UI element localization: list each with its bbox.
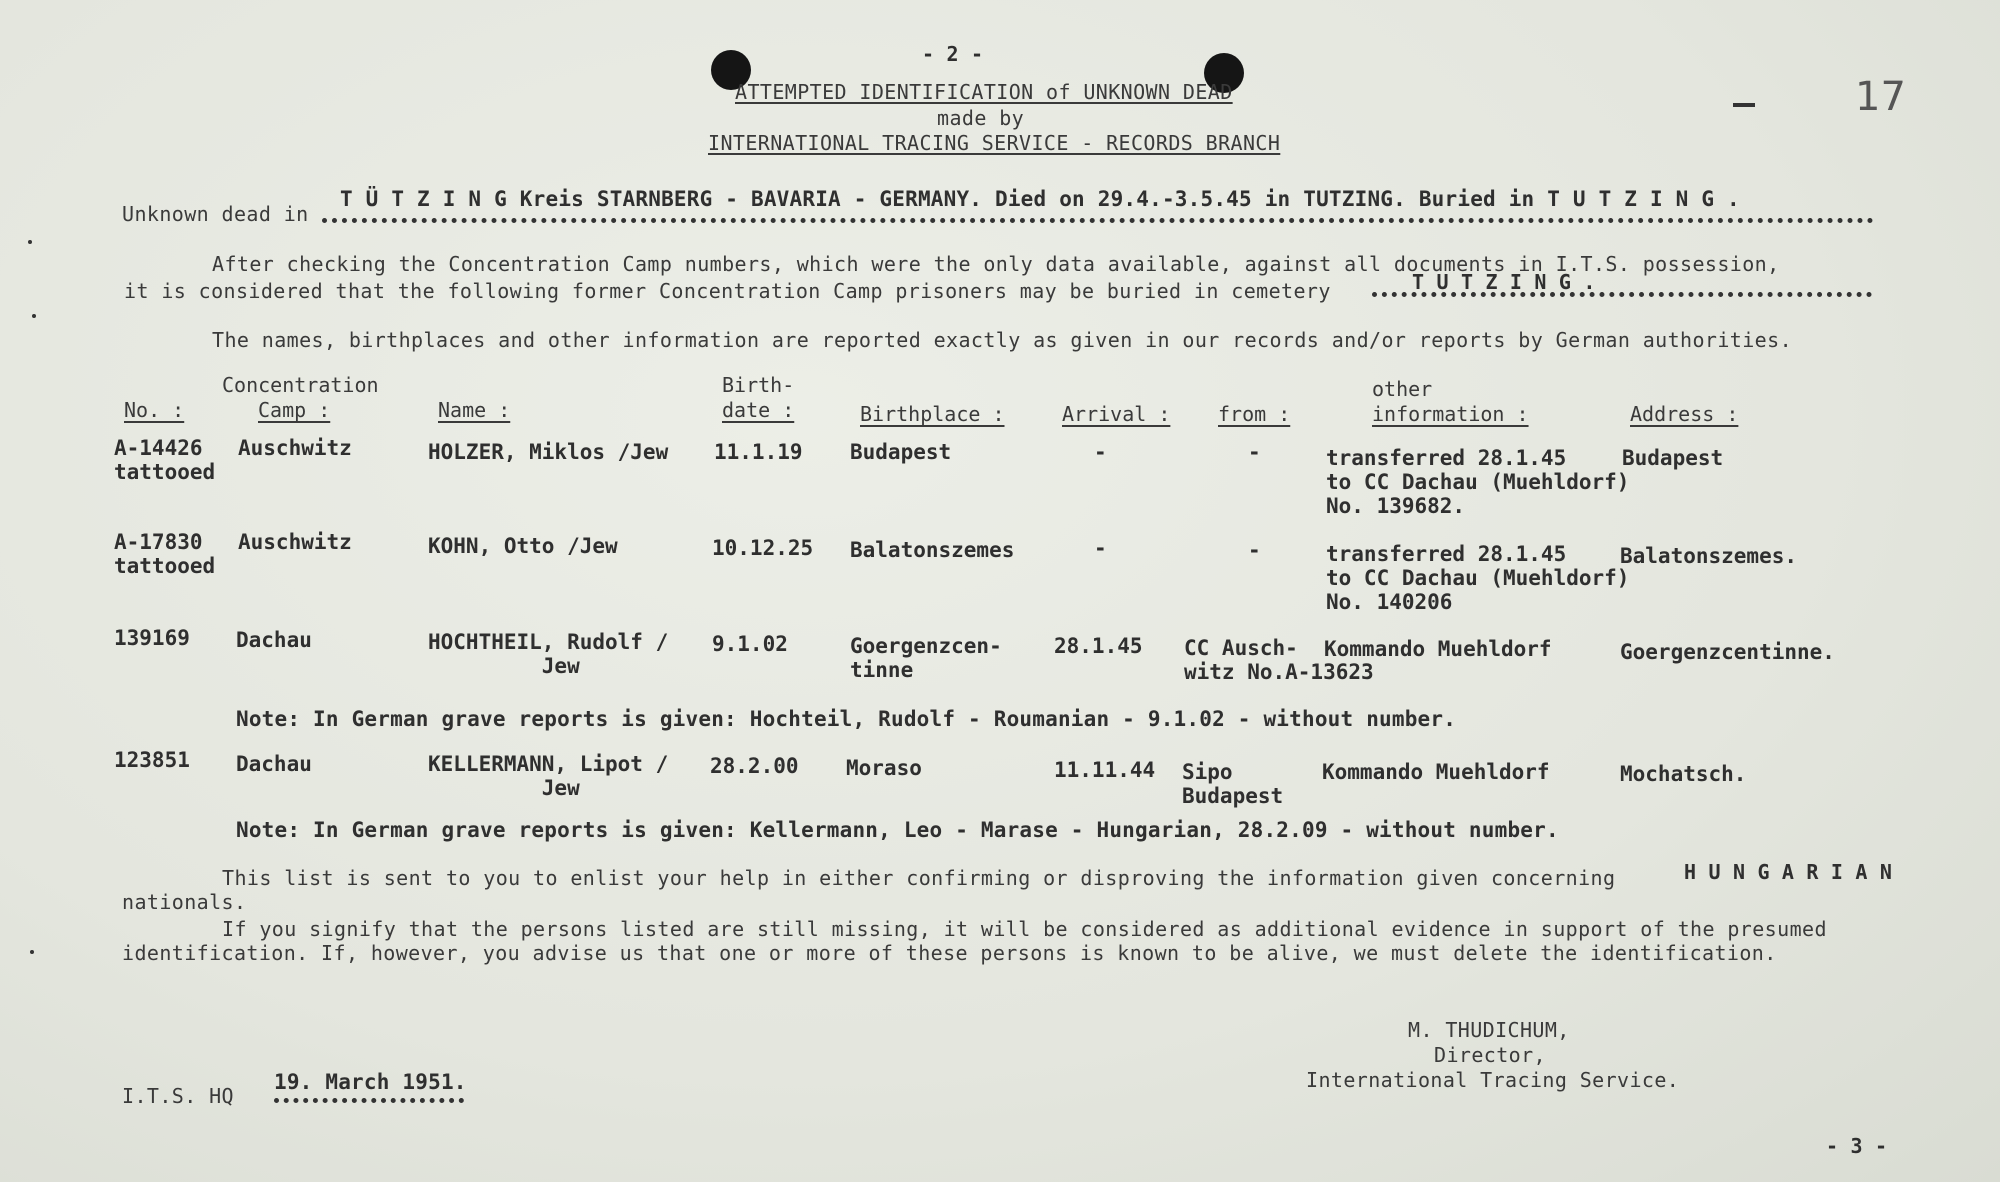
col-header-other-top: other <box>1372 377 1433 401</box>
corner-dash-mark <box>1733 103 1755 107</box>
cell-address: Mochatsch. <box>1620 762 1747 786</box>
footer-place: I.T.S. HQ <box>122 1084 234 1108</box>
intro-line-1: After checking the Concentration Camp numbers, which were the only data available, against all documents in I.T.S. possession, <box>212 252 1780 276</box>
request-line-2: nationals. <box>122 890 247 914</box>
cell-arrival: - <box>1094 536 1107 560</box>
page-number-top: - 2 - <box>922 42 984 66</box>
evidence-line-1: If you signify that the persons listed are still missing, it will be considered as additional evidence in support of the presumed <box>222 917 1827 941</box>
cell-birthplace: Balatonszemes <box>850 538 1015 562</box>
cell-birthplace: Goergenzcen- tinne <box>850 634 1002 682</box>
cell-no: A-14426 tattooed <box>114 436 216 484</box>
cell-camp: Auschwitz <box>238 530 352 554</box>
cell-name: KOHN, Otto /Jew <box>428 534 618 558</box>
intro-line-2: it is considered that the following former Concentration Camp prisoners may be buried in cemetery <box>124 279 1331 303</box>
header-made-by: made by <box>937 106 1025 130</box>
note-kellermann: Note: In German grave reports is given: Kellermann, Leo - Marase - Hungarian, 28.2.09 - without number. <box>236 818 1559 842</box>
col-header-birthplace: Birthplace : <box>860 402 1005 426</box>
cell-no: A-17830 tattooed <box>114 530 216 578</box>
cell-arrival: 28.1.45 <box>1054 634 1143 658</box>
col-header-name: Name : <box>438 398 511 422</box>
dotted-line <box>274 1098 464 1107</box>
dotted-line <box>322 218 1874 227</box>
cell-birthdate: 28.2.00 <box>710 754 799 778</box>
col-header-camp: Camp : <box>258 398 331 422</box>
cell-arrival: - <box>1094 440 1107 464</box>
cell-camp: Dachau <box>236 752 312 776</box>
col-header-no: No. : <box>124 398 185 422</box>
cell-birthdate: 9.1.02 <box>712 632 788 656</box>
evidence-line-2: identification. If, however, you advise us that one or more of these persons is known to be alive, we must delete the identification. <box>122 941 1777 965</box>
cell-no: 123851 <box>114 748 190 772</box>
nationality: H U N G A R I A N <box>1684 860 1893 884</box>
signature-organization: International Tracing Service. <box>1306 1068 1680 1092</box>
col-header-birth-top: Birth- <box>722 373 795 397</box>
cell-camp: Dachau <box>236 628 312 652</box>
signature-name: M. THUDICHUM, <box>1408 1018 1570 1042</box>
col-header-arrival: Arrival : <box>1062 402 1171 426</box>
footer-date: 19. March 1951. <box>274 1070 467 1094</box>
corner-number: 17 <box>1855 74 1906 120</box>
col-header-camp-top: Concentration <box>222 373 379 397</box>
intro-line-3: The names, birthplaces and other information are reported exactly as given in our records and/or reports by German authorities. <box>212 328 1793 352</box>
header-title: ATTEMPTED IDENTIFICATION of UNKNOWN DEAD <box>735 80 1233 104</box>
col-header-from: from : <box>1218 402 1291 426</box>
cell-name: KELLERMANN, Lipot / Jew <box>428 752 669 800</box>
col-header-address: Address : <box>1630 402 1739 426</box>
cell-other-info: Kommando Muehldorf <box>1322 760 1550 784</box>
page-number-bottom: - 3 - <box>1826 1134 1888 1158</box>
cell-birthplace: Budapest <box>850 440 952 464</box>
margin-speck <box>30 950 34 954</box>
cell-no: 139169 <box>114 626 190 650</box>
note-hochtheil: Note: In German grave reports is given: Hochteil, Rudolf - Roumanian - 9.1.02 - without number. <box>236 707 1457 731</box>
unknown-dead-text: T Ü T Z I N G Kreis STARNBERG - BAVARIA - GERMANY. Died on 29.4.-3.5.45 in TUTZING. Buried in T U T Z I N G . <box>340 187 1740 211</box>
cell-camp: Auschwitz <box>238 436 352 460</box>
cell-birthplace: Moraso <box>846 756 922 780</box>
cell-address: Goergenzcentinne. <box>1620 640 1835 664</box>
cell-other-info: Kommando Muehldorf <box>1324 637 1552 661</box>
cell-other-info: transferred 28.1.45 to CC Dachau (Muehldorf) No. 140206 <box>1326 542 1630 614</box>
cell-arrival: 11.11.44 <box>1054 758 1156 782</box>
cell-address: Budapest <box>1622 446 1724 470</box>
cell-other-info: transferred 28.1.45 to CC Dachau (Muehldorf) No. 139682. <box>1326 446 1630 518</box>
cell-birthdate: 11.1.19 <box>714 440 803 464</box>
unknown-dead-label: Unknown dead in <box>122 202 309 226</box>
cell-name: HOLZER, Miklos /Jew <box>428 440 669 464</box>
dotted-line <box>1372 292 1872 301</box>
col-header-birthdate: date : <box>722 398 795 422</box>
margin-speck <box>28 240 32 244</box>
cell-from: CC Ausch- witz No.A-13623 <box>1184 636 1374 684</box>
cell-address: Balatonszemes. <box>1620 544 1798 568</box>
col-header-other: information : <box>1372 402 1529 426</box>
cell-from: Sipo Budapest <box>1182 760 1284 808</box>
margin-speck <box>32 314 36 318</box>
cell-birthdate: 10.12.25 <box>712 536 814 560</box>
cell-from: - <box>1248 538 1261 562</box>
cell-name: HOCHTHEIL, Rudolf / Jew <box>428 630 669 678</box>
cemetery-name: T U T Z I N G . <box>1412 270 1596 294</box>
cell-from: - <box>1248 440 1261 464</box>
signature-title: Director, <box>1434 1043 1546 1067</box>
request-line-1: This list is sent to you to enlist your help in either confirming or disproving the information given concerning <box>222 866 1616 890</box>
header-organization: INTERNATIONAL TRACING SERVICE - RECORDS BRANCH <box>708 131 1281 155</box>
